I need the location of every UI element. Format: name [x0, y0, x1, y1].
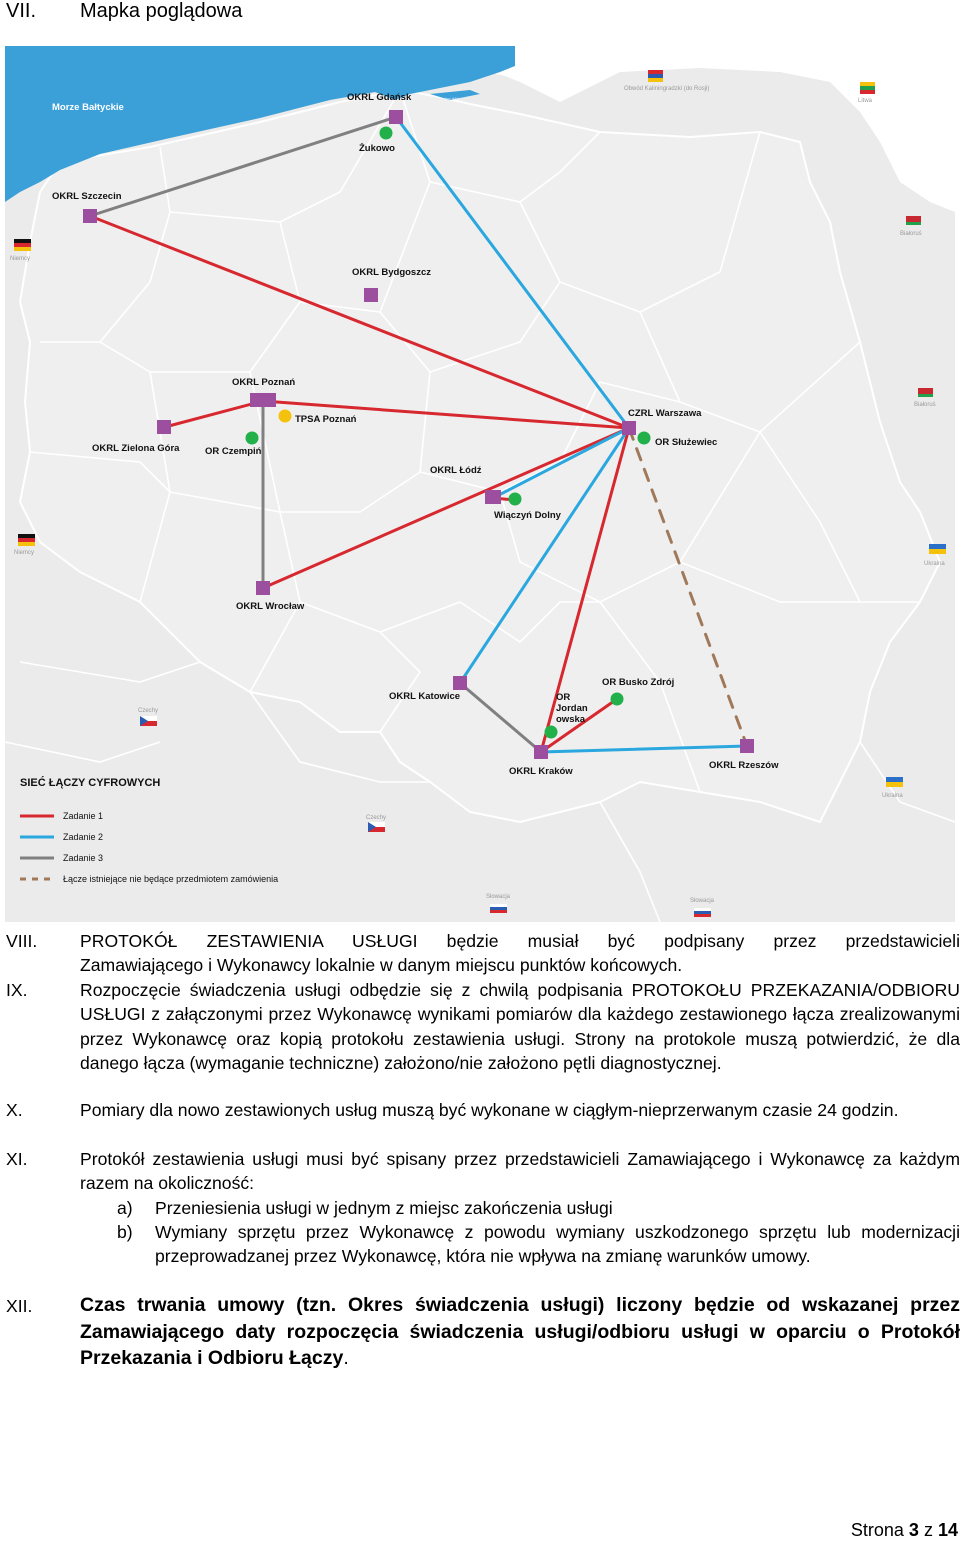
ukraine-label-2: Ukraina	[882, 793, 903, 799]
item-ix-text: Rozpoczęcie świadczenia usługi odbędzie się z chwilą podpisania PROTOKOŁU PRZEKAZANIA/ODBIORU USŁUGI z załączonymi przez Wykonawcę wynikami pomiarów dla każdego zestawionego łącza zrealizowanymi przez Wykonawcę oraz kopią protokołu zestawienia usługi. Strony na protokole muszą potwierdzić, że dla danego łącza (wymaganie techniczne) założono/nie założono pętli diagnostycznej.	[80, 980, 960, 1074]
label-rzeszow: OKRL Rzeszów	[709, 760, 779, 771]
label-busko: OR Busko Zdrój	[602, 677, 675, 688]
item-xi-number: XI.	[6, 1149, 28, 1169]
item-xii-text: Czas trwania umowy (tzn. Okres świadczenia usługi) liczony będzie od wskazanej przez Zamawiającego daty rozpoczęcia świadczenia usługi/odbioru usługi w oparciu o Protokół Przekazania i Odbioru Łączy	[80, 1294, 960, 1370]
germany-flag-icon	[14, 239, 31, 243]
legend-label-zadanie-2: Zadanie 2	[63, 832, 104, 842]
node-gdansk	[389, 110, 403, 124]
legend-title: SIEĆ ŁĄCZY CYFROWYCH	[20, 777, 161, 789]
node-zukowo	[380, 127, 393, 140]
overview-map	[0, 42, 960, 932]
kaliningrad-label: Obwód Kaliningradzki (do Rosji)	[624, 86, 710, 92]
label-jordanowska-2: Jordan	[556, 703, 588, 714]
node-wroclaw	[256, 581, 270, 595]
section-title: Mapka poglądowa	[80, 0, 243, 22]
ukraine-label-1: Ukraina	[924, 561, 945, 567]
footer-page: 3	[908, 1520, 919, 1540]
item-xii-end: .	[343, 1347, 349, 1370]
node-szczecin	[83, 209, 97, 223]
germany-label-1: Niemcy	[10, 256, 31, 262]
czech-label-1: Czechy	[138, 708, 159, 714]
lithuania-label: Litwa	[858, 98, 873, 104]
node-wiaczyn	[509, 493, 522, 506]
belarus-label-2: Białoruś	[914, 402, 936, 408]
belarus-label-1: Białoruś	[900, 231, 922, 237]
legend-label-existing: Łącze istniejące nie będące przedmiotem zamówienia	[63, 874, 279, 884]
slovakia-label-1: Słowacja	[486, 894, 511, 900]
node-poznan	[250, 393, 276, 407]
label-wiaczyn: Wiączyń Dolny	[494, 510, 561, 521]
label-krakow: OKRL Kraków	[509, 766, 573, 777]
item-xi-b-text: Wymiany sprzętu przez Wykonawcę z powodu wymiany uszkodzonego sprzętu lub modernizacji przeprowadzanej przez Wykonawcę, która nie wpływa na zmianę warunków umowy.	[155, 1222, 960, 1267]
footer-sep: z	[923, 1520, 933, 1540]
footer-total: 14	[937, 1520, 958, 1540]
item-viii-number: VIII.	[6, 931, 38, 951]
footer-prefix: Strona	[850, 1520, 904, 1540]
germany-flag-icon-2	[18, 534, 35, 538]
node-tpsa-poznan	[279, 410, 292, 423]
slovakia-flag-icon-2	[694, 908, 711, 911]
legend-label-zadanie-3: Zadanie 3	[63, 853, 104, 863]
node-warszawa	[622, 421, 636, 435]
node-sluzewiec	[638, 432, 651, 445]
belarus-flag-icon-2	[918, 388, 933, 394]
czech-label-2: Czechy	[366, 815, 387, 821]
slovakia-label-2: Słowacja	[690, 898, 715, 904]
label-zukowo: Żukowo	[359, 143, 395, 154]
label-jordanowska-3: owska	[556, 714, 586, 725]
node-zielona-gora	[157, 420, 171, 434]
belarus-flag-icon	[906, 216, 921, 222]
item-x-text: Pomiary dla nowo zestawionych usług muszą być wykonane w ciągłym-nieprzerwanym czasie 24 godzin.	[80, 1100, 899, 1120]
germany-label-2: Niemcy	[14, 550, 35, 556]
label-wroclaw: OKRL Wrocław	[236, 601, 305, 612]
item-ix-number: IX.	[6, 980, 28, 1000]
ukraine-flag-icon	[929, 544, 946, 549]
section-number: VII.	[6, 0, 37, 22]
item-xii-paragraph	[80, 1292, 960, 1372]
label-tpsa-poznan: TPSA Poznań	[295, 414, 357, 425]
lithuania-flag-icon	[860, 82, 875, 86]
label-sluzewiec: OR Służewiec	[655, 437, 718, 448]
ukraine-flag-icon-2	[886, 777, 903, 782]
label-lodz: OKRL Łódź	[430, 465, 482, 476]
item-xii-number: XII.	[6, 1296, 33, 1316]
label-gdansk: OKRL Gdańsk	[347, 92, 412, 103]
slovakia-flag-icon	[490, 904, 507, 907]
label-warszawa: CZRL Warszawa	[628, 408, 702, 419]
item-xi-a-letter: a)	[117, 1198, 133, 1218]
node-czempin	[246, 432, 259, 445]
legend-label-zadanie-1: Zadanie 1	[63, 811, 104, 821]
node-bydgoszcz	[364, 288, 378, 302]
node-jordanowska	[545, 726, 558, 739]
label-bydgoszcz: OKRL Bydgoszcz	[352, 267, 432, 278]
item-x-number: X.	[6, 1100, 23, 1120]
node-rzeszow	[740, 739, 754, 753]
node-lodz	[485, 490, 501, 504]
node-krakow	[534, 745, 548, 759]
label-katowice: OKRL Katowice	[389, 691, 461, 702]
item-xi-a-text: Przeniesienia usługi w jednym z miejsc zakończenia usługi	[155, 1198, 613, 1218]
page-footer	[851, 1520, 958, 1541]
item-xi-b-letter: b)	[117, 1222, 133, 1242]
lagoon-label: Zalew Wiślany	[440, 96, 466, 101]
label-jordanowska-1: OR	[556, 692, 571, 703]
item-viii-line2: Zamawiającego i Wykonawcy lokalnie w danym miejscu punktów końcowych.	[80, 955, 683, 975]
label-zielona-gora: OKRL Zielona Góra	[92, 443, 180, 454]
label-szczecin: OKRL Szczecin	[52, 191, 122, 202]
item-viii-line1: PROTOKÓŁ ZESTAWIENIA USŁUGI będzie musiał być podpisany przez przedstawicieli	[80, 931, 960, 951]
russia-flag-icon	[648, 70, 663, 74]
label-poznan: OKRL Poznań	[232, 377, 296, 388]
label-czempin: OR Czempiń	[205, 446, 262, 457]
node-busko	[611, 693, 624, 706]
sea-label: Morze Bałtyckie	[52, 102, 124, 113]
item-xi-text: Protokół zestawienia usługi musi być spisany przez przedstawicieli Zamawiającego i Wykonawcę za każdym razem na okoliczność:	[80, 1149, 960, 1194]
node-katowice	[453, 676, 467, 690]
